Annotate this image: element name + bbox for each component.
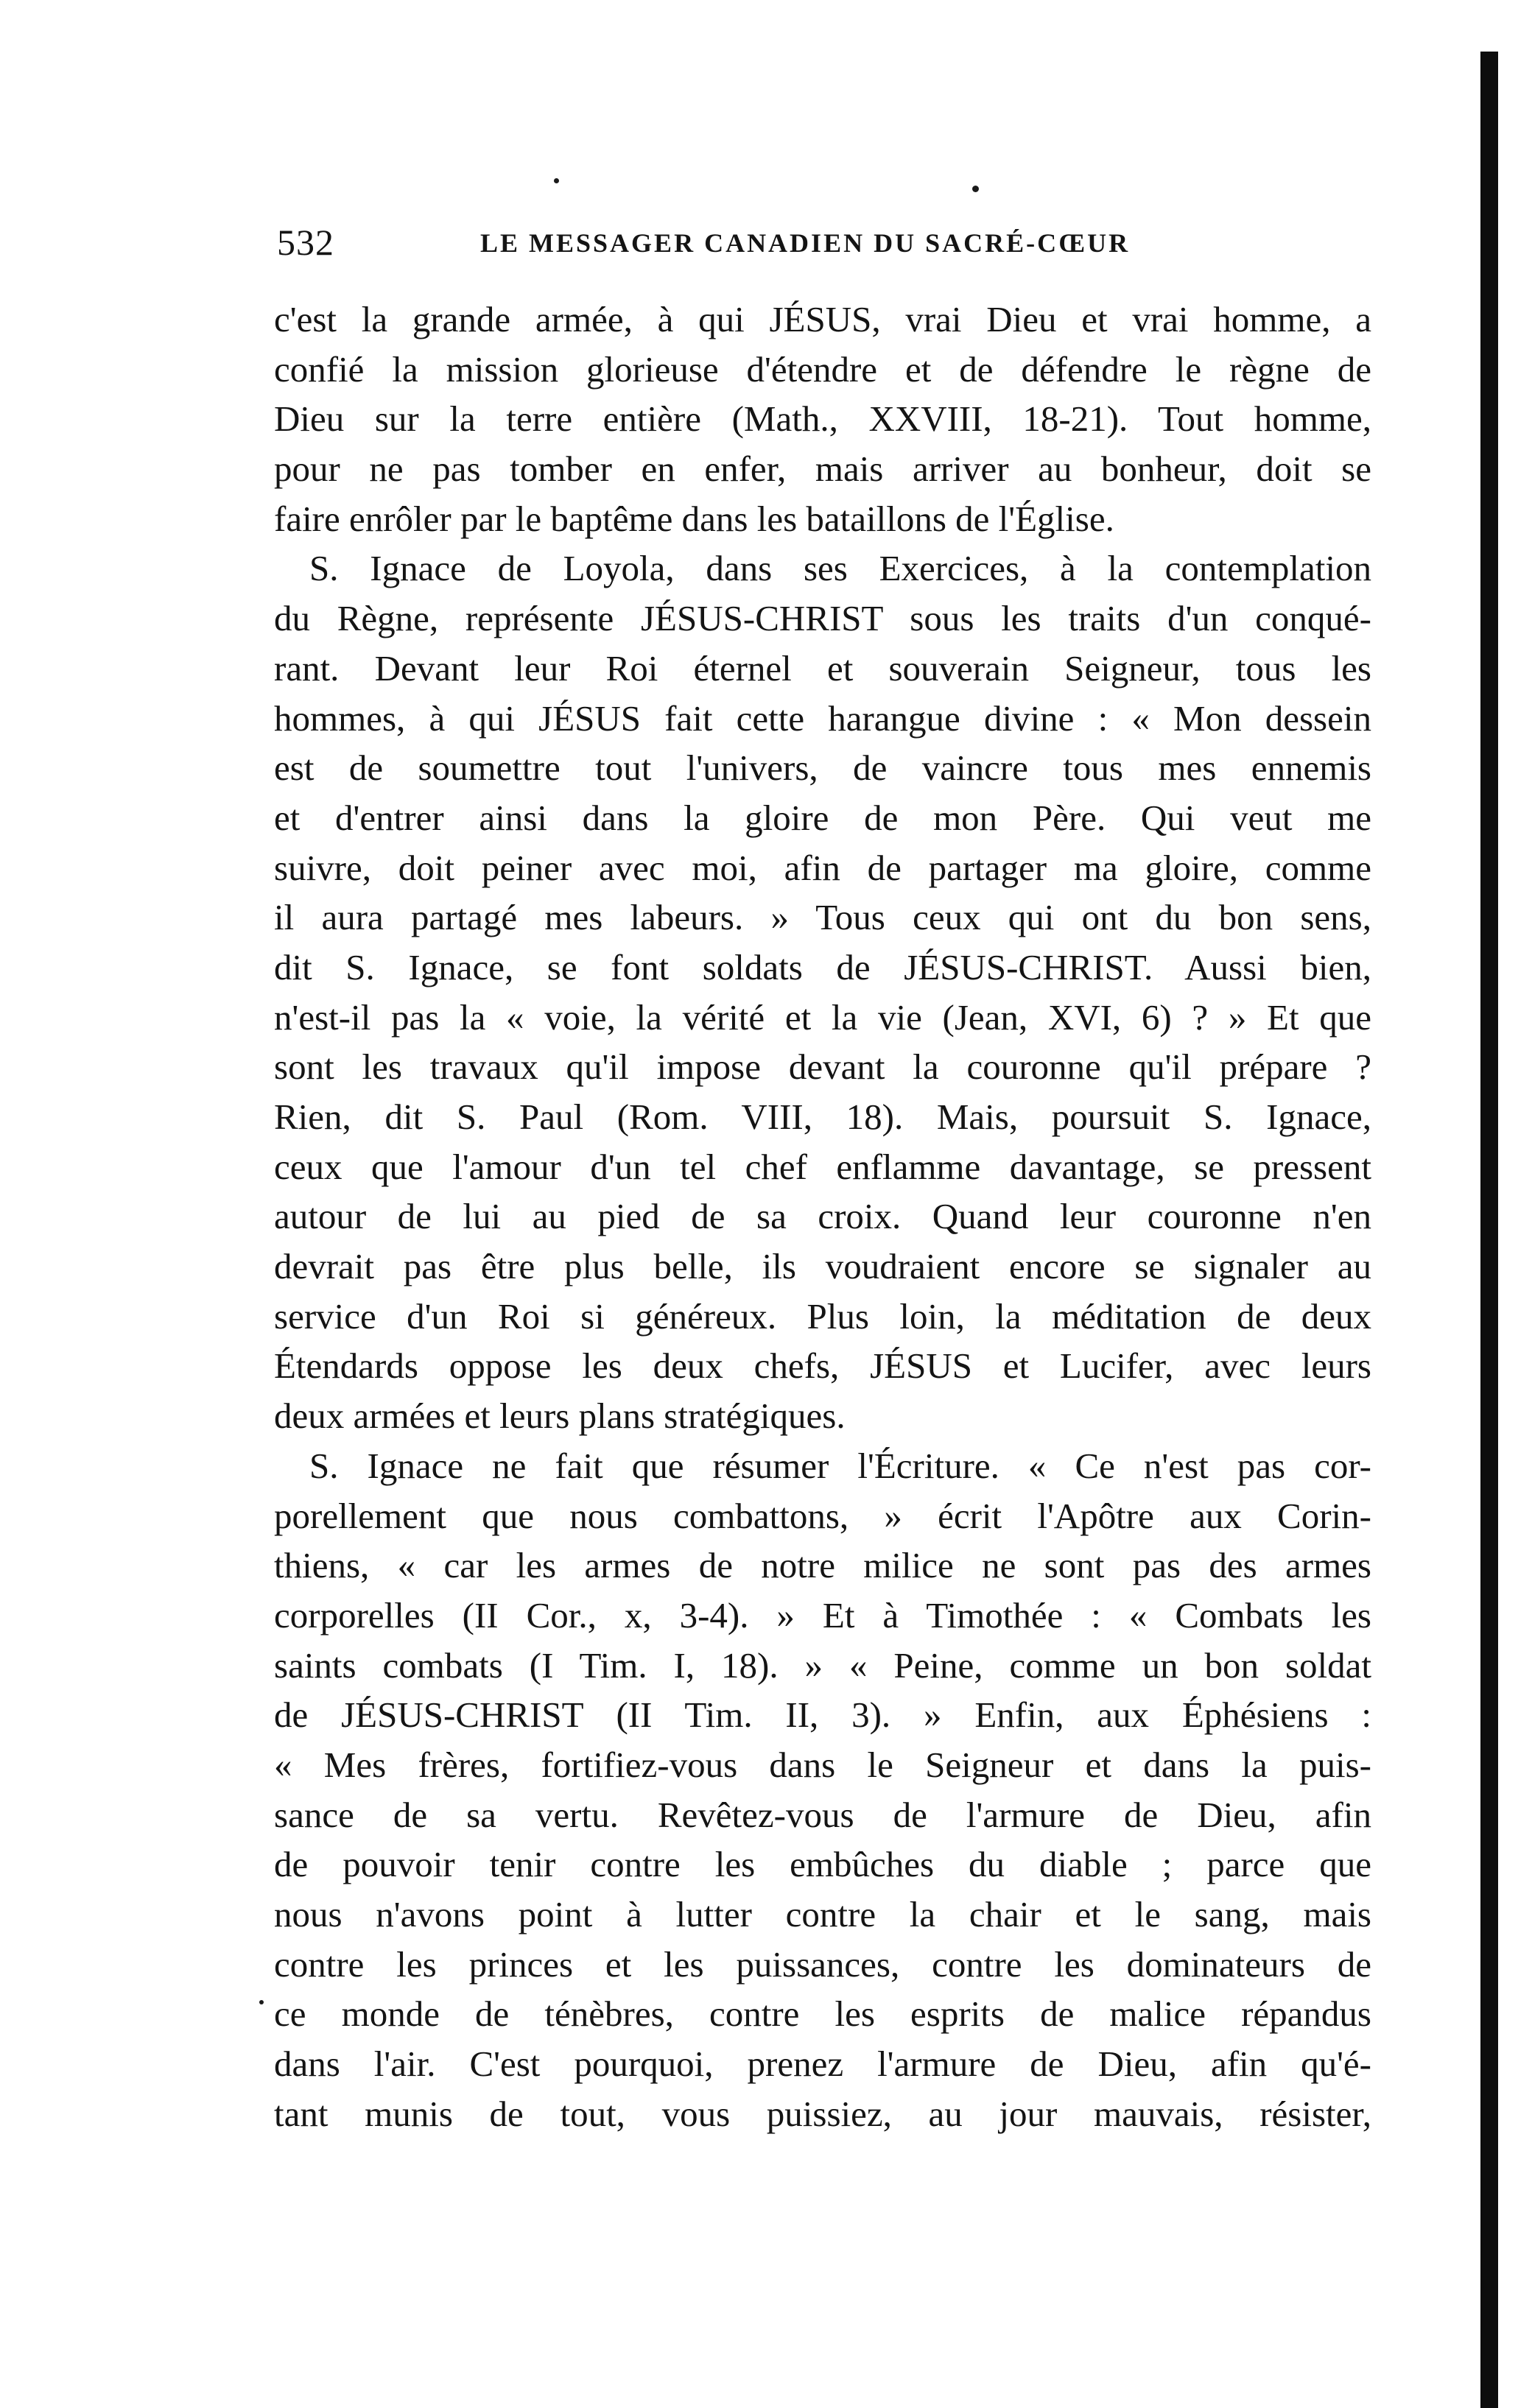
text-line: devrait pas être plus belle, ils voudraient encore se signaler au xyxy=(274,1246,1371,1287)
text-line: confié la mission glorieuse d'étendre et de défendre le règne de xyxy=(274,348,1371,390)
text-line: ceux que l'amour d'un tel chef enflamme davantage, se pressent xyxy=(274,1146,1371,1187)
text-line: du Règne, représente JÉSUS-CHRIST sous les traits d'un conqué- xyxy=(274,598,1371,639)
text-line: thiens, « car les armes de notre milice ne sont pas des armes xyxy=(274,1545,1371,1586)
text-line: hommes, à qui JÉSUS fait cette harangue divine : « Mon dessein xyxy=(274,697,1371,739)
text-line: de pouvoir tenir contre les embûches du diable ; parce que xyxy=(274,1844,1371,1885)
text-line: contre les princes et les puissances, contre les dominateurs de xyxy=(274,1943,1371,1985)
text-line: deux armées et leurs plans stratégiques. xyxy=(274,1395,846,1437)
text-line: n'est-il pas la « voie, la vérité et la vie (Jean, XVI, 6) ? » Et que xyxy=(274,996,1371,1038)
ink-speck xyxy=(972,186,979,192)
text-line: Dieu sur la terre entière (Math., XXVIII, 18-21). Tout homme, xyxy=(274,398,1371,440)
text-line: Rien, dit S. Paul (Rom. VIII, 18). Mais, poursuit S. Ignace, xyxy=(274,1096,1371,1137)
scan-edge-shadow xyxy=(1480,52,1498,2408)
running-title: LE MESSAGER CANADIEN DU SACRÉ-CŒUR xyxy=(480,228,1131,258)
text-line: suivre, doit peiner avec moi, afin de partager ma gloire, comme xyxy=(274,847,1371,888)
text-line: c'est la grande armée, à qui JÉSUS, vrai Dieu et vrai homme, a xyxy=(274,299,1371,339)
text-line: dans l'air. C'est pourquoi, prenez l'armure de Dieu, afin qu'é- xyxy=(274,2043,1371,2085)
text-line: tant munis de tout, vous puissiez, au jour mauvais, résister, xyxy=(274,2093,1371,2134)
text-line: corporelles (II Cor., x, 3-4). » Et à Timothée : « Combats les xyxy=(274,1594,1371,1636)
text-line: nous n'avons point à lutter contre la chair et le sang, mais xyxy=(274,1894,1371,1935)
text-line: S. Ignace ne fait que résumer l'Écriture. « Ce n'est pas cor- xyxy=(309,1445,1371,1486)
running-header xyxy=(277,216,1382,268)
body-text xyxy=(274,295,1371,2138)
text-line: « Mes frères, fortifiez-vous dans le Seigneur et dans la puis- xyxy=(274,1744,1371,1785)
text-line: sance de sa vertu. Revêtez-vous de l'armure de Dieu, afin xyxy=(274,1794,1371,1835)
text-line: dit S. Ignace, se font soldats de JÉSUS-CHRIST. Aussi bien, xyxy=(274,946,1371,988)
text-line: faire enrôler par le baptême dans les bataillons de l'Église. xyxy=(274,498,1114,539)
text-line: rant. Devant leur Roi éternel et souverain Seigneur, tous les xyxy=(274,647,1371,689)
text-line: ce monde de ténèbres, contre les esprits de malice répandus xyxy=(274,1993,1371,2035)
ink-speck xyxy=(554,178,559,183)
text-line: saints combats (I Tim. I, 18). » « Peine, comme un bon soldat xyxy=(274,1644,1371,1686)
text-line: sont les travaux qu'il impose devant la couronne qu'il prépare ? xyxy=(274,1046,1371,1088)
text-line: S. Ignace de Loyola, dans ses Exercices, à la contemplation xyxy=(309,548,1371,589)
text-line: porellement que nous combattons, » écrit l'Apôtre aux Corin- xyxy=(274,1495,1371,1536)
text-line: et d'entrer ainsi dans la gloire de mon Père. Qui veut me xyxy=(274,797,1371,838)
text-line: pour ne pas tomber en enfer, mais arriver au bonheur, doit se xyxy=(274,448,1371,490)
text-line: est de soumettre tout l'univers, de vaincre tous mes ennemis xyxy=(274,747,1371,789)
text-line: service d'un Roi si généreux. Plus loin, la méditation de deux xyxy=(274,1295,1371,1337)
text-line: autour de lui au pied de sa croix. Quand leur couronne n'en xyxy=(274,1196,1371,1237)
page-number: 532 xyxy=(277,222,334,263)
text-line: il aura partagé mes labeurs. » Tous ceux qui ont du bon sens, xyxy=(274,897,1371,938)
text-line: Étendards oppose les deux chefs, JÉSUS et Lucifer, avec leurs xyxy=(274,1345,1371,1387)
ink-speck xyxy=(259,2000,264,2004)
text-line: de JÉSUS-CHRIST (II Tim. II, 3). » Enfin, aux Éphésiens : xyxy=(274,1694,1371,1736)
